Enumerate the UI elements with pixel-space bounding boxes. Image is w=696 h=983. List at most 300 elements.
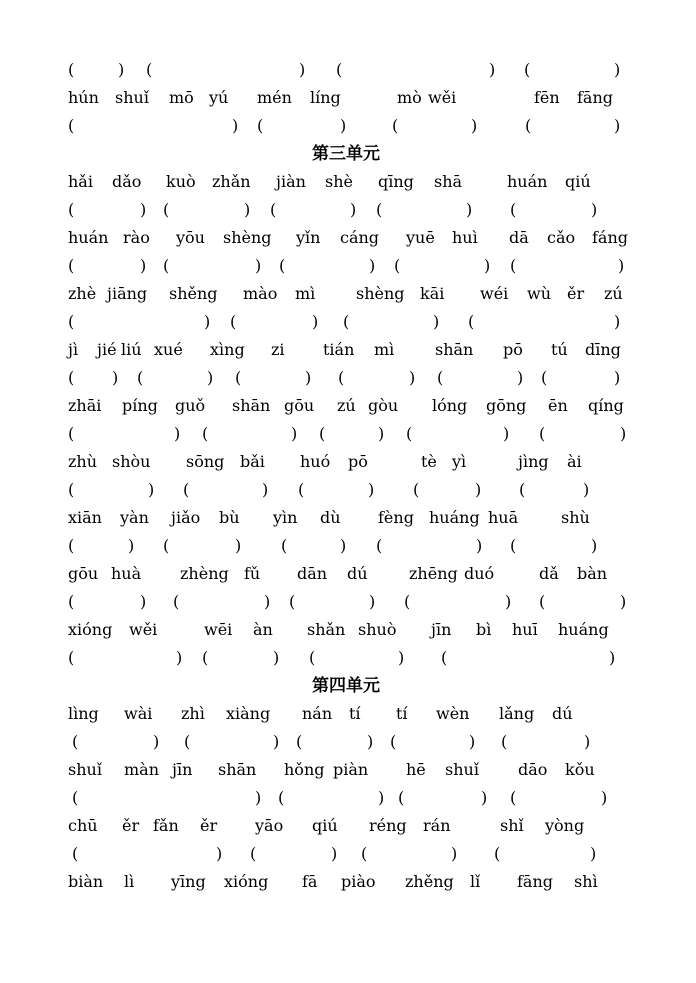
pinyin-syllable: fāng [577,88,614,107]
pinyin-syllable: shèng [356,284,405,303]
blank-close-paren: ) [174,424,181,443]
pinyin-syllable: dú [347,564,368,583]
pinyin-syllable: jiǎo [171,508,201,527]
pinyin-syllable: zhēng [409,564,458,583]
pinyin-syllable: huā [488,508,519,527]
pinyin-syllable: qiú [312,816,338,835]
pinyin-syllable: gòu [368,396,399,415]
blank-close-paren: ) [118,60,125,79]
blank-close-paren: ) [207,368,214,387]
blank-open-paren: ( [257,116,264,135]
blank-close-paren: ) [614,116,621,135]
pinyin-row [0,814,696,838]
blank-close-paren: ) [378,788,385,807]
blank-close-paren: ) [331,844,338,863]
pinyin-syllable: wěi [129,620,158,639]
blank-open-paren: ( [468,312,475,331]
pinyin-syllable: ài [567,452,582,471]
blank-open-paren: ( [250,844,257,863]
pinyin-syllable: qíng [588,396,624,415]
pinyin-syllable: zhǎn [212,172,251,191]
blank-open-paren: ( [173,592,180,611]
answer-blank-row [0,842,696,866]
blank-open-paren: ( [510,200,517,219]
pinyin-syllable: shè [325,172,353,191]
pinyin-syllable: kǒu [565,760,595,779]
pinyin-syllable: huà [111,564,142,583]
blank-open-paren: ( [441,648,448,667]
blank-close-paren: ) [340,536,347,555]
blank-open-paren: ( [519,480,526,499]
blank-open-paren: ( [541,368,548,387]
blank-close-paren: ) [620,424,627,443]
pinyin-syllable: ēn [548,396,568,415]
pinyin-syllable: huī [512,620,538,639]
pinyin-syllable: huán [68,228,109,247]
pinyin-syllable: yōu [176,228,205,247]
pinyin-syllable: pō [348,452,368,471]
pinyin-syllable: huán [507,172,548,191]
blank-close-paren: ) [255,788,262,807]
pinyin-syllable: zi [271,340,285,359]
pinyin-syllable: shā [434,172,463,191]
blank-open-paren: ( [309,648,316,667]
blank-open-paren: ( [278,788,285,807]
blank-close-paren: ) [505,592,512,611]
blank-close-paren: ) [369,592,376,611]
pinyin-syllable: shān [435,340,474,359]
blank-open-paren: ( [524,60,531,79]
pinyin-syllable: tí [349,704,361,723]
blank-close-paren: ) [216,844,223,863]
pinyin-syllable: zhāi [68,396,102,415]
pinyin-syllable: fā [302,872,318,891]
pinyin-syllable: piàn [333,760,369,779]
blank-open-paren: ( [392,116,399,135]
pinyin-syllable: àn [253,620,273,639]
pinyin-row [0,702,696,726]
pinyin-syllable: shuǐ [445,760,479,779]
blank-close-paren: ) [291,424,298,443]
blank-open-paren: ( [343,312,350,331]
blank-close-paren: ) [244,200,251,219]
pinyin-syllable: hǒng [284,760,325,779]
blank-close-paren: ) [451,844,458,863]
pinyin-row [0,226,696,250]
pinyin-syllable: dǎ [539,564,559,583]
pinyin-syllable: shèng [223,228,272,247]
blank-open-paren: ( [298,480,305,499]
blank-open-paren: ( [68,592,75,611]
blank-close-paren: ) [466,200,473,219]
blank-open-paren: ( [137,368,144,387]
blank-close-paren: ) [590,844,597,863]
pinyin-syllable: jié [97,340,117,359]
pinyin-syllable: fáng [592,228,629,247]
blank-open-paren: ( [413,480,420,499]
answer-blank-row [0,422,696,446]
blank-close-paren: ) [583,480,590,499]
blank-open-paren: ( [376,200,383,219]
pinyin-syllable: bàn [577,564,608,583]
pinyin-syllable: mén [257,88,292,107]
blank-close-paren: ) [618,256,625,275]
pinyin-syllable: shuò [358,620,397,639]
pinyin-syllable: biàn [68,872,104,891]
blank-open-paren: ( [336,60,343,79]
blank-close-paren: ) [140,592,147,611]
blank-close-paren: ) [503,424,510,443]
pinyin-syllable: yì [452,452,467,471]
blank-open-paren: ( [319,424,326,443]
pinyin-syllable: ěr [200,816,218,835]
pinyin-syllable: mì [374,340,395,359]
blank-open-paren: ( [376,536,383,555]
pinyin-syllable: yú [209,88,229,107]
blank-open-paren: ( [235,368,242,387]
answer-blank-row [0,590,696,614]
pinyin-syllable: piào [341,872,376,891]
pinyin-syllable: pō [503,340,523,359]
blank-open-paren: ( [289,592,296,611]
pinyin-syllable: lǐ [470,872,481,891]
blank-open-paren: ( [270,200,277,219]
blank-close-paren: ) [475,480,482,499]
section-title: 第三单元 [312,144,380,164]
blank-close-paren: ) [153,732,160,751]
pinyin-syllable: fāng [517,872,554,891]
blank-open-paren: ( [72,732,79,751]
blank-open-paren: ( [183,480,190,499]
blank-open-paren: ( [68,368,75,387]
blank-close-paren: ) [367,732,374,751]
blank-close-paren: ) [140,256,147,275]
blank-close-paren: ) [305,368,312,387]
blank-open-paren: ( [68,648,75,667]
blank-close-paren: ) [471,116,478,135]
pinyin-syllable: líng [310,88,341,107]
blank-open-paren: ( [406,424,413,443]
blank-open-paren: ( [539,592,546,611]
pinyin-syllable: jīn [431,620,452,639]
blank-close-paren: ) [469,732,476,751]
pinyin-syllable: hē [406,760,426,779]
pinyin-syllable: nán [302,704,333,723]
pinyin-syllable: dā [509,228,529,247]
pinyin-syllable: xióng [224,872,269,891]
blank-open-paren: ( [146,60,153,79]
pinyin-syllable: píng [122,396,158,415]
blank-open-paren: ( [525,116,532,135]
blank-close-paren: ) [614,60,621,79]
blank-close-paren: ) [369,256,376,275]
answer-blank-row [0,310,696,334]
answer-blank-row [0,534,696,558]
blank-open-paren: ( [510,536,517,555]
blank-close-paren: ) [484,256,491,275]
blank-close-paren: ) [368,480,375,499]
pinyin-syllable: cáng [340,228,380,247]
pinyin-syllable: ěr [567,284,585,303]
pinyin-syllable: yàn [120,508,149,527]
pinyin-row [0,618,696,642]
pinyin-syllable: wéi [480,284,509,303]
pinyin-syllable: zhěng [405,872,454,891]
pinyin-syllable: gōu [284,396,315,415]
blank-close-paren: ) [601,788,608,807]
answer-blank-row [0,198,696,222]
blank-close-paren: ) [264,592,271,611]
pinyin-syllable: tú [551,340,568,359]
blank-close-paren: ) [232,116,239,135]
blank-open-paren: ( [68,116,75,135]
answer-blank-row [0,786,696,810]
pinyin-syllable: huó [300,452,331,471]
section-title: 第四单元 [312,676,380,696]
blank-close-paren: ) [204,312,211,331]
pinyin-syllable: shěng [169,284,218,303]
pinyin-syllable: zú [337,396,356,415]
blank-open-paren: ( [510,256,517,275]
pinyin-syllable: shuǐ [115,88,149,107]
pinyin-syllable: jì [68,340,79,359]
pinyin-syllable: tián [323,340,355,359]
pinyin-syllable: shuǐ [68,760,102,779]
pinyin-syllable: dù [320,508,341,527]
blank-close-paren: ) [255,256,262,275]
answer-blank-row [0,646,696,670]
pinyin-syllable: lìng [68,704,99,723]
pinyin-syllable: xiàng [226,704,271,723]
pinyin-syllable: xiān [68,508,102,527]
pinyin-syllable: gōu [68,564,99,583]
blank-close-paren: ) [591,200,598,219]
blank-open-paren: ( [68,424,75,443]
pinyin-syllable: dān [297,564,328,583]
blank-open-paren: ( [279,256,286,275]
pinyin-syllable: wài [124,704,153,723]
pinyin-syllable: tí [396,704,408,723]
pinyin-syllable: yǐn [296,228,321,247]
blank-close-paren: ) [476,536,483,555]
blank-close-paren: ) [350,200,357,219]
pinyin-syllable: huì [452,228,478,247]
pinyin-syllable: mào [243,284,278,303]
section-heading [0,674,696,698]
pinyin-syllable: guǒ [175,396,206,415]
pinyin-row [0,86,696,110]
pinyin-syllable: chū [68,816,98,835]
blank-open-paren: ( [361,844,368,863]
blank-open-paren: ( [202,424,209,443]
pinyin-syllable: dú [552,704,573,723]
pinyin-row [0,562,696,586]
pinyin-syllable: shān [232,396,271,415]
blank-close-paren: ) [176,648,183,667]
pinyin-syllable: yòng [545,816,585,835]
pinyin-syllable: xióng [68,620,113,639]
pinyin-syllable: shān [218,760,257,779]
pinyin-syllable: shǐ [500,816,524,835]
blank-open-paren: ( [72,788,79,807]
pinyin-syllable: rào [123,228,150,247]
pinyin-syllable: huáng [558,620,609,639]
pinyin-syllable: dǎo [112,172,142,191]
blank-close-paren: ) [340,116,347,135]
pinyin-syllable: wēi [204,620,233,639]
pinyin-syllable: mō [169,88,194,107]
blank-close-paren: ) [620,592,627,611]
pinyin-syllable: lì [124,872,135,891]
pinyin-syllable: mì [295,284,316,303]
blank-open-paren: ( [163,256,170,275]
blank-open-paren: ( [437,368,444,387]
pinyin-syllable: zú [604,284,623,303]
blank-close-paren: ) [148,480,155,499]
blank-close-paren: ) [481,788,488,807]
pinyin-syllable: hún [68,88,99,107]
blank-open-paren: ( [184,732,191,751]
pinyin-syllable: wù [527,284,551,303]
pinyin-syllable: liú [121,340,142,359]
blank-open-paren: ( [494,844,501,863]
pinyin-syllable: zhì [181,704,205,723]
blank-close-paren: ) [614,368,621,387]
blank-close-paren: ) [299,60,306,79]
pinyin-syllable: hǎi [68,172,93,191]
pinyin-syllable: cǎo [547,228,576,247]
blank-close-paren: ) [584,732,591,751]
pinyin-syllable: fèng [378,508,414,527]
blank-close-paren: ) [591,536,598,555]
pinyin-syllable: xué [154,340,183,359]
pinyin-syllable: bì [476,620,492,639]
blank-close-paren: ) [489,60,496,79]
pinyin-syllable: mò [397,88,422,107]
pinyin-syllable: zhèng [180,564,229,583]
blank-close-paren: ) [398,648,405,667]
blank-close-paren: ) [273,732,280,751]
pinyin-syllable: zhù [68,452,98,471]
pinyin-syllable: jìng [518,452,549,471]
pinyin-syllable: huáng [429,508,480,527]
pinyin-syllable: tè [421,452,437,471]
blank-open-paren: ( [72,844,79,863]
blank-close-paren: ) [273,648,280,667]
blank-open-paren: ( [281,536,288,555]
pinyin-syllable: jiāng [107,284,148,303]
blank-close-paren: ) [609,648,616,667]
pinyin-syllable: yīng [171,872,206,891]
blank-open-paren: ( [390,732,397,751]
blank-close-paren: ) [517,368,524,387]
blank-open-paren: ( [394,256,401,275]
pinyin-row [0,170,696,194]
pinyin-syllable: wèn [436,704,470,723]
blank-close-paren: ) [409,368,416,387]
answer-blank-row [0,254,696,278]
pinyin-row [0,450,696,474]
pinyin-syllable: jiàn [276,172,306,191]
blank-open-paren: ( [510,788,517,807]
answer-blank-row [0,58,696,82]
pinyin-syllable: shù [561,508,590,527]
pinyin-syllable: jīn [172,760,193,779]
pinyin-syllable: ěr [122,816,140,835]
blank-open-paren: ( [68,256,75,275]
pinyin-syllable: rán [423,816,451,835]
pinyin-syllable: bù [219,508,240,527]
blank-open-paren: ( [68,312,75,331]
blank-close-paren: ) [140,200,147,219]
answer-blank-row [0,366,696,390]
pinyin-syllable: yuē [406,228,435,247]
pinyin-syllable: zhè [68,284,97,303]
pinyin-syllable: dāo [518,760,548,779]
blank-open-paren: ( [230,312,237,331]
pinyin-syllable: qīng [378,172,414,191]
blank-open-paren: ( [68,480,75,499]
pinyin-syllable: lóng [432,396,468,415]
pinyin-syllable: yìn [273,508,298,527]
blank-open-paren: ( [404,592,411,611]
pinyin-row [0,394,696,418]
blank-close-paren: ) [235,536,242,555]
answer-blank-row [0,114,696,138]
blank-open-paren: ( [202,648,209,667]
pinyin-syllable: duó [464,564,495,583]
pinyin-row [0,506,696,530]
blank-open-paren: ( [398,788,405,807]
pinyin-syllable: sōng [186,452,225,471]
pinyin-row [0,758,696,782]
pinyin-syllable: gōng [486,396,527,415]
blank-open-paren: ( [68,536,75,555]
pinyin-syllable: fǎn [153,816,179,835]
blank-close-paren: ) [378,424,385,443]
blank-close-paren: ) [112,368,119,387]
pinyin-syllable: xìng [210,340,245,359]
blank-open-paren: ( [501,732,508,751]
pinyin-syllable: réng [369,816,407,835]
pinyin-syllable: kāi [420,284,445,303]
pinyin-syllable: fēn [534,88,560,107]
blank-close-paren: ) [262,480,269,499]
blank-open-paren: ( [338,368,345,387]
pinyin-syllable: kuò [166,172,196,191]
pinyin-row [0,870,696,894]
blank-close-paren: ) [614,312,621,331]
pinyin-syllable: yāo [255,816,284,835]
pinyin-syllable: shǎn [307,620,346,639]
blank-close-paren: ) [433,312,440,331]
pinyin-syllable: wěi [428,88,457,107]
pinyin-syllable: shì [574,872,598,891]
pinyin-syllable: bǎi [240,452,265,471]
blank-open-paren: ( [296,732,303,751]
pinyin-syllable: shòu [112,452,151,471]
blank-open-paren: ( [163,536,170,555]
pinyin-row [0,338,696,362]
blank-close-paren: ) [312,312,319,331]
blank-open-paren: ( [163,200,170,219]
blank-open-paren: ( [539,424,546,443]
pinyin-row [0,282,696,306]
pinyin-syllable: màn [124,760,160,779]
blank-close-paren: ) [128,536,135,555]
answer-blank-row [0,730,696,754]
pinyin-syllable: fǔ [244,564,261,583]
